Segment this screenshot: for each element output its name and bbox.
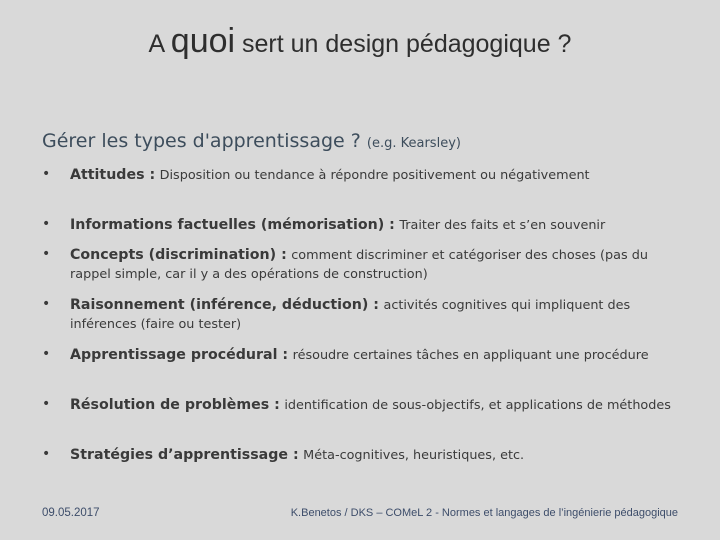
footer-credit: K.Benetos / DKS – COMeL 2 - Normes et langages de l’ingénierie pédagogique	[290, 507, 678, 519]
title-emphasis: quoi	[170, 22, 236, 60]
bullet-icon: •	[42, 446, 51, 462]
item-term: Attitudes :	[70, 167, 156, 183]
slide-title	[0, 22, 720, 61]
bullet-icon: •	[42, 396, 51, 412]
item-description: comment discriminer et catégoriser des choses (pas du rappel simple, car il y a des opérations de construction)	[70, 248, 648, 282]
subtitle-note: (e.g. Kearsley)	[366, 136, 461, 151]
bullet-icon: •	[42, 246, 51, 262]
item-text	[70, 296, 692, 334]
item-text	[70, 346, 692, 365]
item-description: Méta-cognitives, heuristiques, etc.	[303, 448, 525, 463]
item-term: Raisonnement (inférence, déduction) :	[70, 297, 379, 313]
item-text	[70, 246, 692, 284]
bullet-icon: •	[42, 296, 51, 312]
footer-date: 09.05.2017	[42, 507, 100, 519]
item-description: identification de sous-objectifs, et applications de méthodes	[284, 398, 671, 413]
subtitle-main: Gérer les types d'apprentissage ?	[42, 130, 361, 152]
title-rest: sert un design pédagogique ?	[242, 30, 572, 58]
item-description: activités cognitives qui impliquent des inférences (faire ou tester)	[70, 298, 631, 332]
bullet-icon: •	[42, 216, 51, 232]
title-prefix: A	[148, 30, 164, 58]
item-term: Informations factuelles (mémorisation) :	[70, 217, 395, 233]
item-term: Résolution de problèmes :	[70, 397, 280, 413]
item-term: Apprentissage procédural :	[70, 347, 289, 363]
item-text	[70, 446, 692, 465]
item-description: résoudre certaines tâches en appliquant une procédure	[292, 348, 649, 363]
item-term: Concepts (discrimination) :	[70, 247, 287, 263]
item-description: Traiter des faits et s’en souvenir	[399, 218, 606, 233]
item-text	[70, 396, 692, 415]
item-description: Disposition ou tendance à répondre positivement ou négativement	[159, 168, 590, 183]
bullet-icon: •	[42, 346, 51, 362]
item-term: Stratégies d’apprentissage :	[70, 447, 299, 463]
slide-subtitle	[42, 130, 461, 152]
item-text	[70, 216, 692, 235]
item-text	[70, 166, 692, 185]
bullet-icon: •	[42, 166, 51, 182]
